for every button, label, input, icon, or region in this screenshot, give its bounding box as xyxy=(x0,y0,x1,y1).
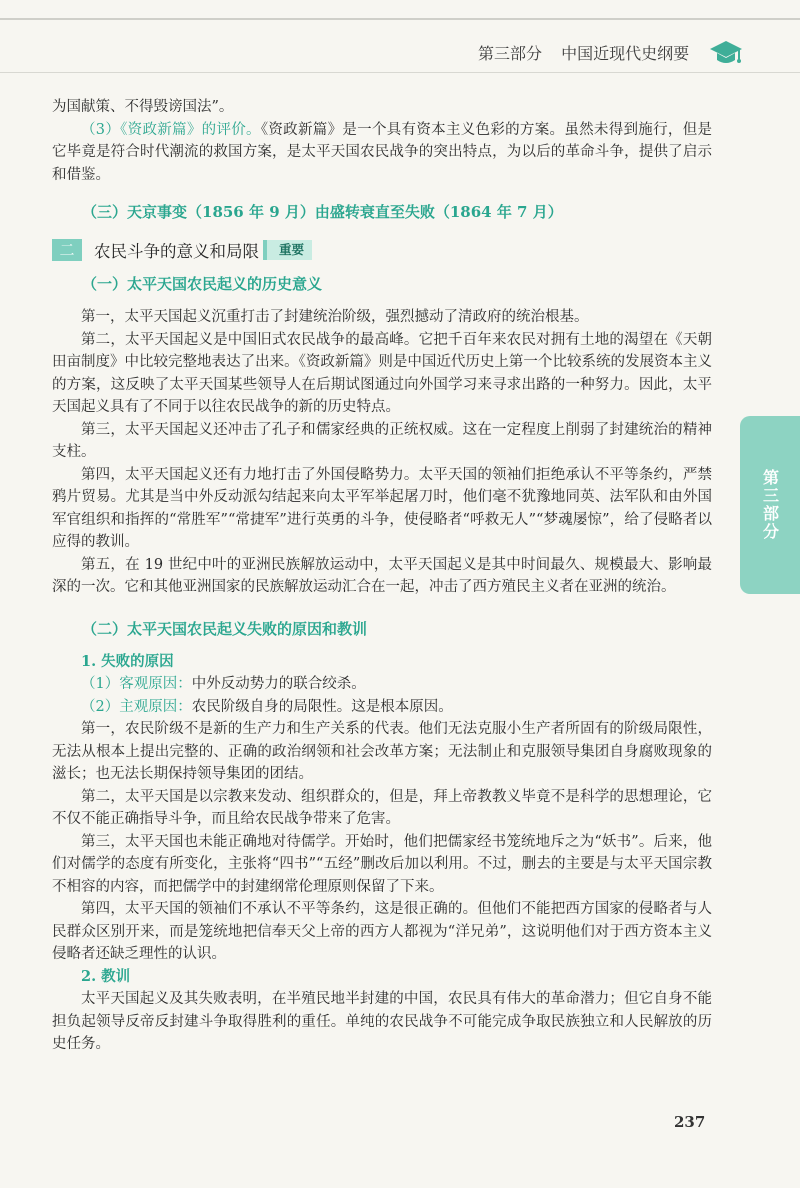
section-heading: （三）天京事变（1856 年 9 月）由盛转衰直至失败（1864 年 7 月） xyxy=(82,203,563,221)
section-header xyxy=(52,238,712,262)
list-heading: 2. 教训 xyxy=(81,967,131,985)
side-tab xyxy=(740,416,800,594)
paragraph xyxy=(52,673,712,696)
paragraph: 第一，太平天国起义沉重打击了封建统治阶级，强烈撼动了清政府的统治根基。 xyxy=(81,309,589,325)
paragraph: 第三，太平天国起义还冲击了孔子和儒家经典的正统权威。这在一定程度上削弱了封建统治的精神支柱。 xyxy=(52,421,712,460)
inline-heading: （2）主观原因： xyxy=(81,698,192,715)
side-tab-label: 第三部分 xyxy=(760,469,780,541)
paragraph: 第四，太平天国的领袖们不承认不平等条约，这是很正确的。但他们不能把西方国家的侵略者与人民群众区别开来，而是笼统地把信奉天父上帝的西方人都视为“洋兄弟”，这说明他们对于西方资本主义侵略者还缺乏理性的认识。 xyxy=(52,901,712,962)
paragraph-text: 《资政新篇》是一个具有资本主义色彩的方案。虽然未得到施行，但是它毕竟是符合时代潮流的救国方案，是太平天国农民战争的突出特点，为以后的革命斗争，提供了启示和借鉴。 xyxy=(52,121,712,183)
paragraph: 第三，太平天国也未能正确地对待儒学。开始时，他们把儒家经书笼统地斥之为“妖书”。后来，他们对儒学的态度有所变化，主张将“四书”“五经”删改后加以利用。不过，删去的主要是与太平天国宗教不相容的内容，而把儒学中的封建纲常伦理原则保留了下来。 xyxy=(52,833,712,895)
subsection-heading: （一）太平天国农民起义的历史意义 xyxy=(82,275,323,293)
page-number: 237 xyxy=(674,1113,706,1131)
header-divider xyxy=(0,72,800,73)
graduation-cap-icon xyxy=(708,38,744,68)
paragraph: 第二，太平天国起义是中国旧式农民战争的最高峰。它把千百年来农民对拥有土地的渴望在《天朝田亩制度》中比较完整地表达了出来。《资政新篇》则是中国近代历史上第一个比较系统的发展资本主义的方案，这反映了太平天国某些领导人在后期试图通过向外国学习来寻求出路的一种努力。因此，太平天国起义具有了不同于以往农民战争的新的历史特点。 xyxy=(52,331,712,415)
paragraph: 第四，太平天国起义还有力地打击了外国侵略势力。太平天国的领袖们拒绝承认不平等条约，严禁鸦片贸易。尤其是当中外反动派勾结起来向太平军举起屠刀时，他们毫不犹豫地同英、法军队和由外国军官组织和指挥的“常胜军”“常捷军”进行英勇的斗争，使侵略者“呼救无人”“梦魂屡惊”，给了侵略者以应得的教训。 xyxy=(52,466,712,550)
paragraph xyxy=(52,119,712,187)
running-head-part: 第三部分 xyxy=(478,44,543,63)
inline-heading: （1）客观原因： xyxy=(81,676,192,692)
page-content xyxy=(52,96,712,1056)
section-title: 农民斗争的意义和局限 xyxy=(94,242,259,261)
paragraph xyxy=(52,696,712,719)
subsection-heading: （二）太平天国农民起义失败的原因和教训 xyxy=(82,619,368,638)
paragraph-text: 农民阶级自身的局限性。这是根本原因。 xyxy=(191,698,453,715)
importance-badge: 重要 xyxy=(263,240,312,260)
paragraph: 第二，太平天国是以宗教来发动、组织群众的，但是，拜上帝教教义毕竟不是科学的思想理论，它不仅不能正确指导斗争，而且给农民战争带来了危害。 xyxy=(52,788,712,827)
paragraph-text: 中外反动势力的联合绞杀。 xyxy=(191,676,366,692)
paragraph: 第五，在 19 世纪中叶的亚洲民族解放运动中，太平天国起义是其中时间最久、规模最大、影响最深的一次。它和其他亚洲国家的民族解放运动汇合在一起，冲击了西方殖民主义者在亚洲的统治。 xyxy=(52,556,712,595)
running-head-title: 中国近现代史纲要 xyxy=(561,44,690,63)
section-number: 二 xyxy=(52,239,82,261)
paragraph: 太平天国起义及其失败表明，在半殖民地半封建的中国，农民具有伟大的革命潜力；但它自身不能担负起领导反帝反封建斗争取得胜利的重任。单纯的农民战争不可能完成争取民族独立和人民解放的历史任务。 xyxy=(52,991,712,1052)
list-heading: 1. 失败的原因 xyxy=(81,652,174,670)
paragraph: 为国献策、不得毁谤国法”。 xyxy=(52,99,234,115)
running-head xyxy=(478,41,689,64)
inline-heading: （3）《资政新篇》的评价。 xyxy=(81,121,261,138)
header-rule xyxy=(0,18,800,20)
paragraph: 第一，农民阶级不是新的生产力和生产关系的代表。他们无法克服小生产者所固有的阶级局限性，无法从根本上提出完整的、正确的政治纲领和社会改革方案；无法制止和克服领导集团自身腐败现象的滋长；也无法长期保持领导集团的团结。 xyxy=(52,721,712,782)
